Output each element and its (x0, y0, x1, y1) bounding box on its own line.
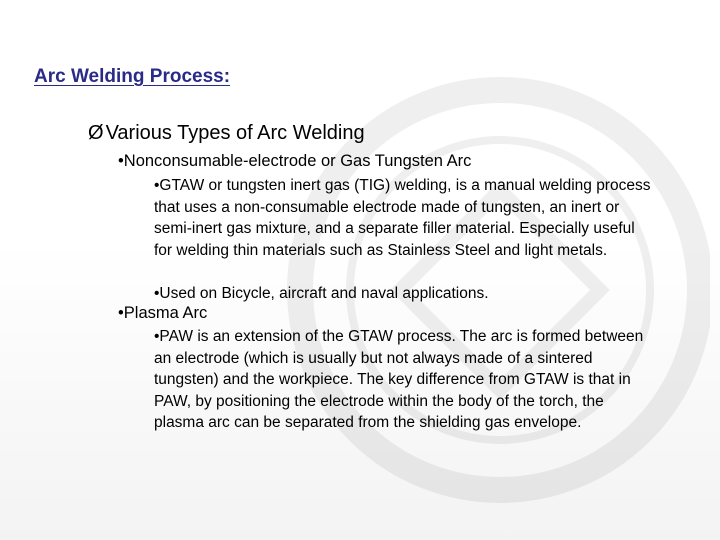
university-seal-watermark (250, 40, 710, 510)
section-plasma-label: •Plasma Arc (118, 304, 208, 322)
gtaw-description: •GTAW or tungsten inert gas (TIG) welding, is a manual welding process that uses a non-consumable electrode made of tungsten, an inert or semi-inert gas mixture, and a separate filler material. Especially useful for welding thin materials such as Stainless Steel and light metals. (154, 177, 651, 259)
main-heading (88, 122, 365, 145)
paw-description: •PAW is an extension of the GTAW process. The arc is formed between an electrode (which is usually but not always made of a sintered tungsten) and the workpiece. The key difference from GTAW is that in PAW, by positioning the electrode within the body of the torch, the plasma arc can be separated from the shielding gas envelope. (154, 328, 644, 432)
section-gtaw-label: •Nonconsumable-electrode or Gas Tungsten Arc (118, 152, 472, 170)
main-heading-text: Various Types of Arc Welding (105, 122, 365, 144)
gtaw-applications: •Used on Bicycle, aircraft and naval applications. (154, 285, 489, 302)
arrow-bullet-icon: Ø (88, 122, 104, 144)
slide-title: Arc Welding Process: (34, 66, 231, 87)
